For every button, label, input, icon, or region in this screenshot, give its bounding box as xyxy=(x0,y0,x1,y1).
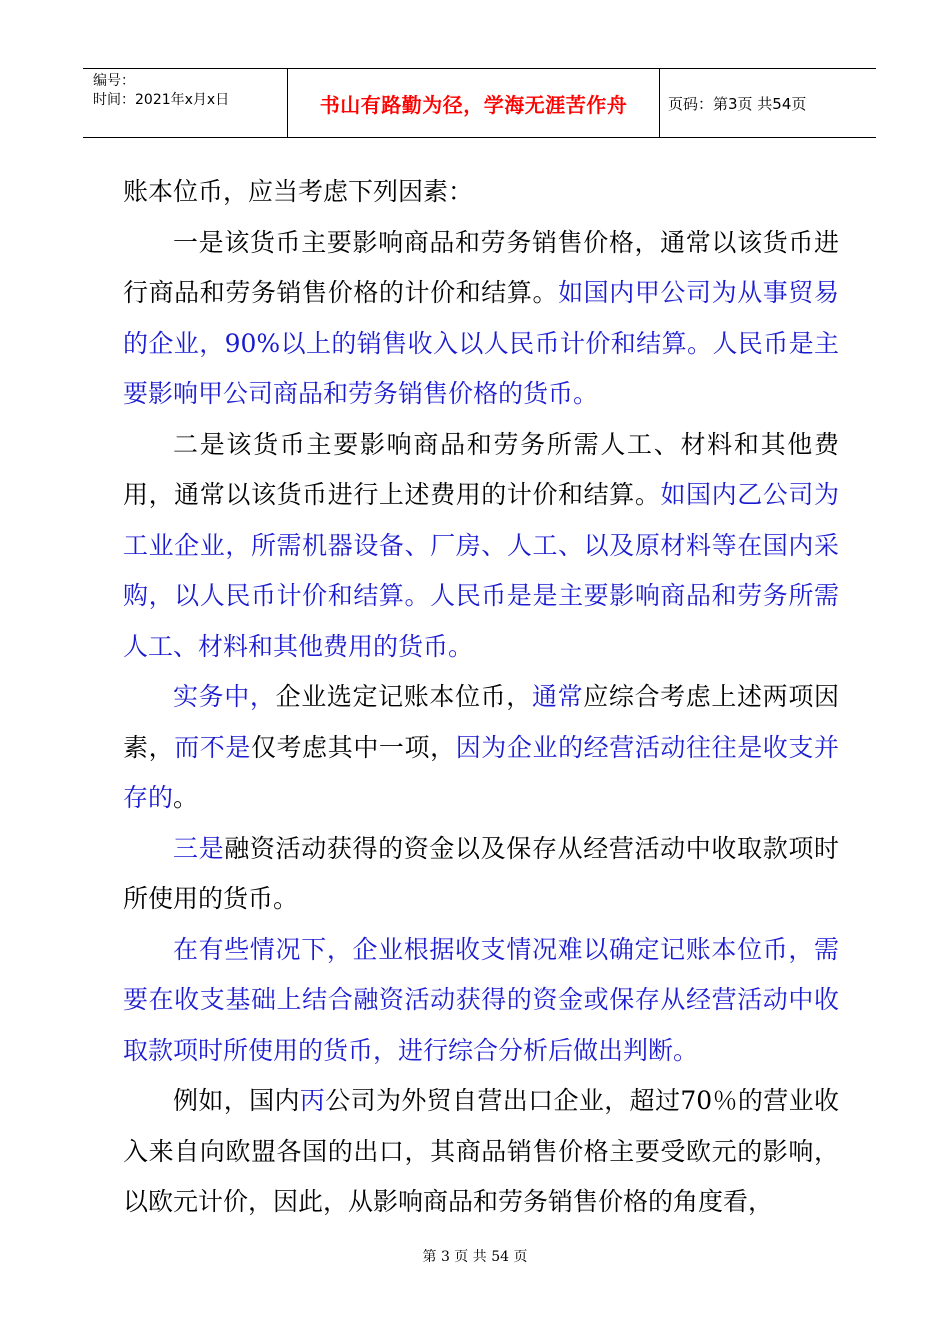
paragraph-text: 企业选定记账本位币， xyxy=(275,682,532,711)
paragraph-2 xyxy=(123,420,839,673)
paragraph-1 xyxy=(123,218,839,420)
paragraph-highlight: 因为企业的经营活动往往是收支并存的 xyxy=(123,732,839,812)
paragraph-text: 一是该货币主要影响商品和劳务销售价格，通常以该货币进行商品和劳务销售价格的计价和结算。 xyxy=(123,227,839,307)
paragraph-highlight: 丙 xyxy=(299,1086,326,1115)
paragraph-highlight: 如国内乙公司为工业企业，所需机器设备、厂房、人工、以及原材料等在国内采购，以人民币计价和结算。人民币是是主要影响商品和劳务所需人工、材料和其他费用的货币。 xyxy=(123,480,839,661)
paragraph-3 xyxy=(123,672,839,824)
paragraph-highlight: 在有些情况下，企业根据收支情况难以确定记账本位币，需要在收支基础上结合融资活动获得的资金或保存从经营活动中收取款项时所使用的货币，进行综合分析后做出判断。 xyxy=(123,934,839,1065)
header-page-info: 页码：第3页 共54页 xyxy=(668,94,807,113)
paragraph-text: 二是该货币主要影响商品和劳务所需人工、材料和其他费用，通常以该货币进行上述费用的计价和结算。 xyxy=(123,429,839,509)
document-body xyxy=(123,167,839,1228)
paragraph-6 xyxy=(123,1076,839,1228)
paragraph-5 xyxy=(123,925,839,1077)
paragraph-highlight: 三是 xyxy=(173,833,225,863)
paragraph-text: 账本位币，应当考虑下列因素： xyxy=(123,177,474,206)
paragraph-4 xyxy=(123,824,839,925)
paragraph-highlight: 通常 xyxy=(531,682,584,711)
page-footer: 第 3 页 共 54 页 xyxy=(422,1249,528,1265)
paragraph-highlight: 实务中， xyxy=(173,682,276,711)
paragraph-text: 例如，国内 xyxy=(173,1086,300,1115)
paragraph-text: 。 xyxy=(173,783,199,812)
paragraph-text: 应综合考虑上述两项 xyxy=(583,682,814,711)
paragraph-text: 公司为外贸自营出口企业，超过70％的营业收入来自向欧盟各国的出口，其商品销售价格主要受欧元的影响，以欧元计价，因此，从影响商品和劳务销售价格的角度看， xyxy=(123,1086,839,1216)
page-header xyxy=(83,68,876,138)
header-motto-cell xyxy=(287,69,660,137)
paragraph-text: 因素， xyxy=(123,682,839,762)
date-label: 时间：2021年x月x日 xyxy=(93,92,230,108)
header-meta xyxy=(83,69,287,137)
paragraph-0 xyxy=(123,167,839,218)
header-motto: 书山有路勤为径，学海无涯苦作舟 xyxy=(319,92,628,117)
paragraph-text: 仅考虑其中一项， xyxy=(250,732,456,762)
paragraph-highlight: 而不是 xyxy=(174,732,251,762)
number-label: 编号： xyxy=(93,73,135,89)
paragraph-text: 融资活动获得的资金以及保存从经营活动中收取款项时所使用的货币。 xyxy=(123,833,839,913)
paragraph-highlight: 如国内甲公司为从事贸易的企业，90%以上的销售收入以人民币计价和结算。人民币是主要影响甲公司商品和劳务销售价格的货币。 xyxy=(123,278,839,408)
